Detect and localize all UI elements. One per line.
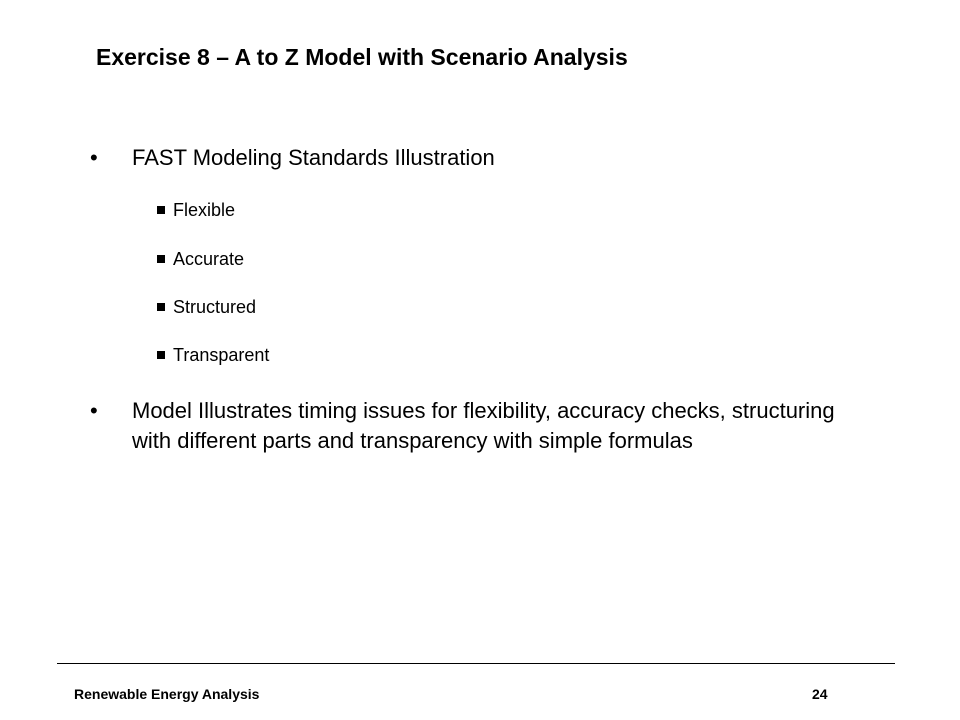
bullet-text: Model Illustrates timing issues for flexibility, accuracy checks, structuring with different parts and transparency with simple formulas <box>132 398 835 453</box>
bullet-item <box>90 396 867 456</box>
sub-bullet-item <box>157 343 269 367</box>
sub-bullet-text: Accurate <box>173 249 245 269</box>
sub-bullet-item <box>157 247 244 271</box>
slide-title: Exercise 8 – A to Z Model with Scenario Analysis <box>96 44 628 70</box>
sub-bullet-text: Transparent <box>173 345 270 365</box>
sub-bullet-text: Structured <box>173 297 257 317</box>
bullet-icon: • <box>90 145 98 170</box>
footer-title: Renewable Energy Analysis <box>74 686 260 702</box>
footer-divider <box>57 663 895 664</box>
sub-bullet-text: Flexible <box>173 200 236 220</box>
square-bullet-icon <box>157 351 165 359</box>
bullet-text: FAST Modeling Standards Illustration <box>132 145 495 170</box>
bullet-item <box>90 143 867 173</box>
sub-bullet-item <box>157 198 235 222</box>
bullet-icon: • <box>90 398 98 423</box>
sub-bullet-item <box>157 295 256 319</box>
square-bullet-icon <box>157 303 165 311</box>
square-bullet-icon <box>157 255 165 263</box>
square-bullet-icon <box>157 206 165 214</box>
page-number: 24 <box>812 686 828 702</box>
